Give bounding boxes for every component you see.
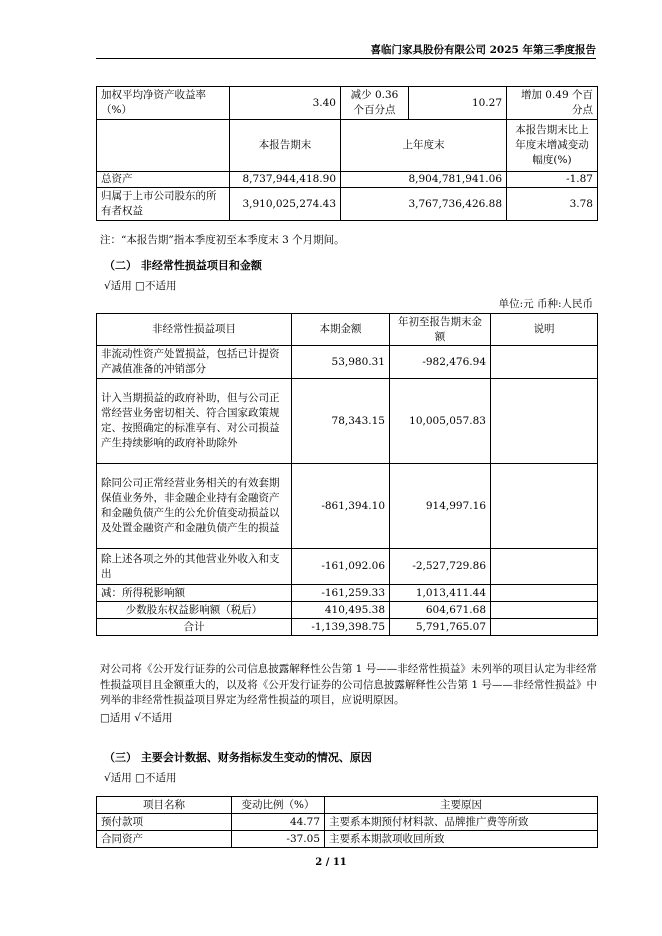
header-note: 说明 [491,314,598,346]
row-label: 除同公司正常经营业务相关的有效套期保值业务外，非金融企业持有金融资产和金融负债产生的公允价值变动损益以及处置金融资产和金融负债产生的损益 [97,464,292,549]
section3-title: （三） 主要会计数据、财务指标发生变动的情况、原因 [104,751,372,764]
row-current: 78,343.15 [292,379,390,464]
row-end-period: 3,910,025,274.43 [230,188,341,221]
header-last-year-end: 上年度末 [341,120,507,172]
change-table [96,796,598,848]
table-row [97,831,598,848]
section2-applicability: √适用 □不适用 [104,280,177,292]
table-header-row [97,120,598,172]
row-end-period: 8,737,944,418.90 [230,172,341,188]
row-label: 少数股东权益影响额（税后） [97,602,292,619]
table-row [97,87,598,120]
row-label: 总资产 [97,172,230,188]
row-label: 非流动性资产处置损益，包括已计提资产减值准备的冲销部分 [97,346,292,379]
row-current: 53,980.31 [292,346,390,379]
row-current: -161,259.33 [292,585,390,602]
row-note [491,549,598,585]
section2-title: （二） 非经常性损益项目和金额 [104,259,262,272]
row-current: 410,495.38 [292,602,390,619]
row-current: -161,092.06 [292,549,390,585]
row-note [491,619,598,636]
row-reason: 主要系本期款项收回所致 [325,831,598,848]
section3-applicability: √适用 □不适用 [104,772,177,784]
row-note [491,379,598,464]
header-item: 项目名称 [97,797,232,814]
table-row [97,602,598,619]
header-end-period: 本报告期末 [230,120,341,172]
row-label: 计入当期损益的政府补助，但与公司正常经营业务密切相关、符合国家政策规定、按照确定的标准享有、对公司损益产生持续影响的政府补助除外 [97,379,292,464]
row-change: 44.77 [232,814,325,831]
row-ytd: 5,791,765.07 [390,619,491,636]
table-row [97,585,598,602]
header-change: 本报告期末比上年度末增减变动幅度(%) [507,120,598,172]
table-row [97,464,598,549]
non-recurring-table [96,313,598,636]
roe-label: 加权平均净资产收益率（%） [97,87,230,120]
roe-ytd: 10.27 [409,87,507,120]
row-label: 归属于上市公司股东的所有者权益 [97,188,230,221]
row-ytd: 914,997.16 [390,464,491,549]
roe-current: 3.40 [230,87,341,120]
row-change: 3.78 [507,188,598,221]
header-rule [96,58,596,59]
row-label: 除上述各项之外的其他营业外收入和支出 [97,549,292,585]
row-change: -1.87 [507,172,598,188]
row-change: -37.05 [232,831,325,848]
header-change: 变动比例（%） [232,797,325,814]
row-item: 合同资产 [97,831,232,848]
row-note [491,464,598,549]
blank-cell [97,120,230,172]
row-note [491,585,598,602]
row-label: 合计 [97,619,292,636]
header-ytd: 年初至报告期末金额 [390,314,491,346]
key-indicators-table [96,86,598,221]
roe-change-ytd: 增加 0.49 个百分点 [507,87,598,120]
row-last-year-end: 3,767,736,426.88 [341,188,507,221]
row-current: -861,394.10 [292,464,390,549]
table-row [97,549,598,585]
table-header-row [97,797,598,814]
table-row [97,346,598,379]
table-header-row [97,314,598,346]
row-ytd: -2,527,729.86 [390,549,491,585]
row-ytd: -982,476.94 [390,346,491,379]
header-reason: 主要原因 [325,797,598,814]
roe-change-current: 减少 0.36 个百分点 [341,87,409,120]
note: 注：“本报告期”指本季度初至本季度末 3 个月期间。 [100,234,345,246]
page-header: 喜临门家具股份有限公司 2025 年第三季度报告 [370,44,596,56]
row-ytd: 604,671.68 [390,602,491,619]
row-current: -1,139,398.75 [292,619,390,636]
row-label: 减：所得税影响额 [97,585,292,602]
row-note [491,346,598,379]
section2-applicability2: □适用 √不适用 [100,712,173,724]
page-number: 2 / 11 [315,857,347,868]
table-row [97,814,598,831]
table-row [97,172,598,188]
header-current: 本期金额 [292,314,390,346]
header-item: 非经常性损益项目 [97,314,292,346]
row-item: 预付款项 [97,814,232,831]
row-ytd: 10,005,057.83 [390,379,491,464]
table-row [97,619,598,636]
row-last-year-end: 8,904,781,941.06 [341,172,507,188]
section2-paragraph: 对公司将《公开发行证券的公司信息披露解释性公告第 1 号——非经常性损益》未列举的项目认定为非经常性损益项目且金额重大的，以及将《公开发行证券的公司信息披露解释性公告第 1 号——非经常性损益》中列举的非经常性损益项目界定为经常性损益的项目，应说明原因。 [100,663,597,706]
row-ytd: 1,013,411.44 [390,585,491,602]
row-reason: 主要系本期预付材料款、品牌推广费等所致 [325,814,598,831]
row-note [491,602,598,619]
unit-label: 单位:元 币种:人民币 [498,298,593,310]
table-row [97,188,598,221]
table-row [97,379,598,464]
